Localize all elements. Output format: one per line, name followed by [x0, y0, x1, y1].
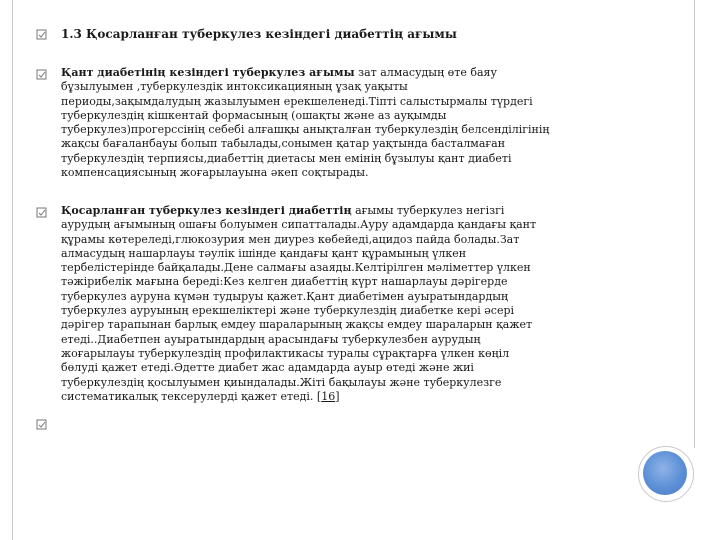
checkbox-bullet-icon: [36, 69, 48, 81]
decorative-blue-circle: [643, 451, 687, 495]
frame-left-border: [12, 0, 13, 540]
paragraph-line: аурудың ағымының ошағы болуымен сипатталады.Ауру адамдарда қандағы қант: [61, 218, 537, 232]
paragraph-line: туберкулез ауруна күмән тудыруы қажет.Қант диабетімен ауыратындардың: [61, 289, 509, 303]
section-title: 1.3 Қосарланған туберкулез кезіндегі диабеттің ағымы: [61, 27, 457, 41]
paragraph-diabetes-tb-course: [61, 66, 683, 180]
paragraph-line: туберкулездің кішкентай формасының (ошақты және аз ауқымды: [61, 108, 447, 122]
paragraph-line: тәжірибелік мағына береді:Кез келген диабеттің күрт нашарлауы дәрігерде: [61, 275, 508, 289]
paragraph-line: бұзылуымен ,туберкулездік интоксикацияның ұзақ уақыты: [61, 80, 408, 94]
paragraph-line: [61, 204, 683, 218]
paragraph-line: дәрігер тарапынан барлық емдеу шараларының жақсы емдеу шараларын қажет: [61, 318, 533, 332]
paragraph-line: құрамы көтереледі,глюкозурия мен диурез көбейеді,ацидоз пайда болады.Зат: [61, 232, 520, 246]
checkbox-bullet-icon: [36, 29, 48, 41]
checkbox-bullet-icon: [36, 207, 48, 219]
paragraph-line: туберкулез)прогерсcінің себебі алғашқы анықталған туберкулездің белсенділігінің: [61, 123, 550, 137]
paragraph-line: [61, 390, 683, 404]
paragraph-line: периоды,зақымдалудың жазылуымен ерекшеленеді.Тіпті салыстырмалы түрдегі: [61, 94, 533, 108]
paragraph-lead-bold: Қосарланған туберкулез кезіндегі диабеттің: [61, 204, 352, 217]
paragraph-line-rest: зат алмасудың өте баяу: [354, 66, 497, 79]
paragraph-line: туберкулез ауруының ерекшеліктері және туберкулездің диабетке кері әсері: [61, 304, 515, 318]
paragraph-line: етеді..Диабетпен ауыратындардың арасындағы туберкулезбен аурудың: [61, 332, 481, 346]
paragraph-line: туберкулездің терпиясы,диабеттің диетасы мен емінің бұзылуы қант диабеті: [61, 151, 512, 165]
paragraph-lead-bold: Қант диабетінің кезіндегі туберкулез ағымы: [61, 66, 355, 79]
paragraph-line: туберкулездің қосылуымен қиындалады.Жіті бақылауы және туберкулезге: [61, 375, 502, 389]
paragraph-line: жақсы бағаланбауы болып табылады,сонымен қатар уақтында басталмаған: [61, 137, 506, 151]
paragraph-combined-tb-diabetes: [61, 204, 683, 404]
paragraph-line: алмасудың нашарлауы тәулік ішінде қандағы қант құрамының үлкен: [61, 246, 467, 260]
paragraph-line: жоғарылауы туберкулездің профилактикасы туралы сұрақтарға үлкен көңіл: [61, 346, 510, 360]
paragraph-line: [61, 66, 683, 80]
paragraph-line-rest: ағымы туберкулез негізгі: [351, 204, 505, 217]
paragraph-line: бөлуді қажет етеді.Әдетте диабет жас адамдарда ауыр өтеді және жиі: [61, 361, 474, 375]
paragraph-line: тербелістерінде байқалады.Дене салмағы азаяды.Келтірілген мәліметтер үлкен: [61, 261, 531, 275]
reference-bracket-close: ]: [335, 389, 340, 403]
paragraph-line: компенсациясының жоғарылауына әкеп соқтырады.: [61, 166, 369, 180]
checkbox-bullet-icon: [36, 419, 48, 431]
frame-right-border: [694, 0, 695, 448]
paragraph-line-text: систематикалық тексерулерді қажет етеді. [: [61, 389, 322, 403]
reference-link[interactable]: 16: [321, 389, 336, 403]
